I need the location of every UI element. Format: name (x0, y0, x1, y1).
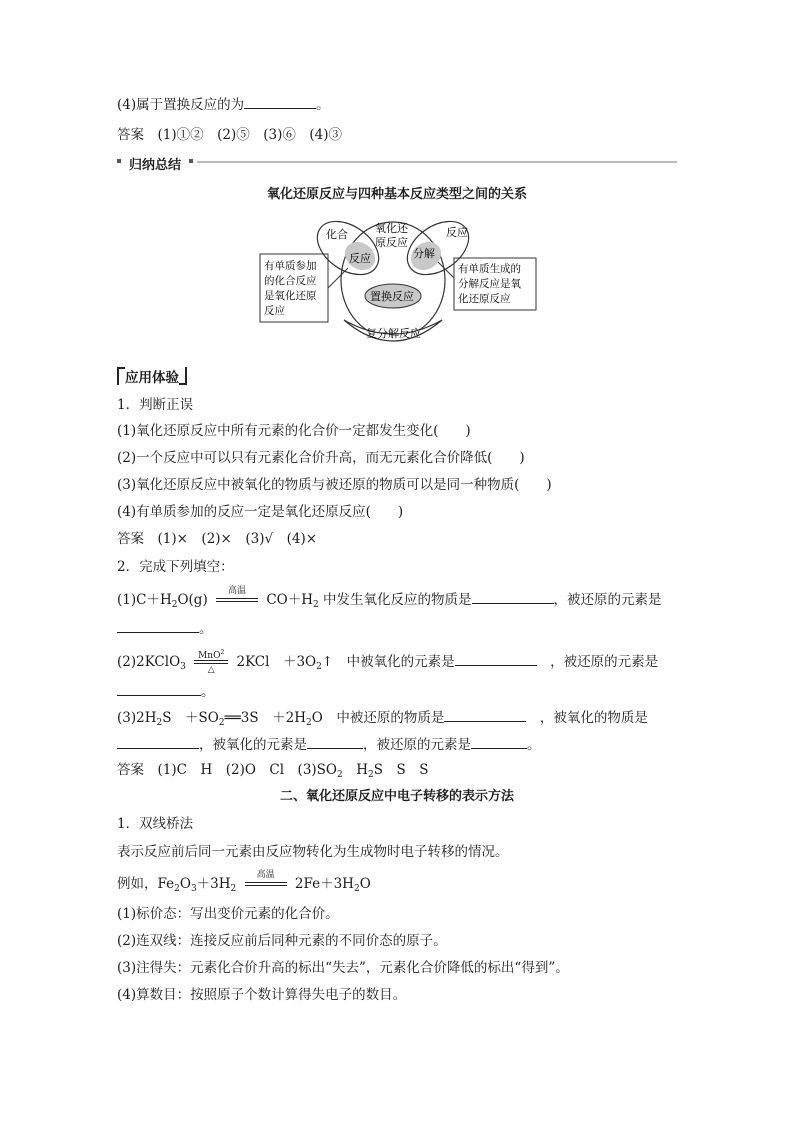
left-box-line-2: 的化合反应 (264, 275, 317, 287)
left-box-line-1: 有单质参加 (264, 260, 317, 272)
eq3-end: 。 (527, 737, 541, 753)
p1-item-1: (1)氧化还原反应中所有元素的化合价一定都发生变化( ) (117, 423, 471, 439)
left-box-line-3: 是氧化还原 (264, 290, 317, 302)
part2-step-3: (3)注得失：元素化合价升高的标出“失去”，元素化合价降低的标出“得到”。 (117, 960, 569, 976)
bullet-square-icon (189, 159, 193, 163)
example-text: ＋3H (196, 876, 231, 892)
example-sub: 2 (230, 884, 237, 894)
example-sub: 2 (174, 884, 180, 894)
label-double-decomposition: 复分解反应 (366, 327, 421, 340)
answer-blank (244, 94, 316, 109)
example-text: O (179, 876, 191, 892)
answer-line-1 (117, 126, 342, 144)
left-box-line-4: 反应 (264, 305, 285, 317)
part2-step-2: (2)连双线：连接反应前后同种元素的不同价态的原子。 (117, 933, 447, 949)
eq1-text: CO＋H (266, 592, 313, 608)
answer-label: 答案 (117, 531, 144, 547)
part2-description: 表示反应前后同一元素由反应物转化为生成物时电子转移的情况。 (117, 844, 509, 860)
label-redox-2: 原反应 (375, 236, 408, 249)
example-text: O (359, 876, 371, 892)
eq1-text: 中发生氧化反应的物质是 (323, 592, 472, 608)
question-4-text: (4)属于置换反应的为 (117, 97, 245, 113)
reaction-condition-arrow (216, 586, 258, 608)
answer-blank (117, 618, 199, 633)
bullet-square-icon (117, 159, 121, 163)
p2-answer-text: H (342, 762, 369, 778)
left-bracket (117, 367, 125, 385)
eq3-text: ，被还原的元素是 (363, 737, 471, 753)
answer-blank (117, 681, 201, 696)
p2-answer-text: (1)C H (2)O Cl (3)SO (157, 762, 338, 778)
part2-heading-1: 1．双线桥法 (117, 816, 194, 832)
eq2-text: ，被还原的元素是 (550, 654, 659, 670)
eq2-text: 2KCl ＋3O (236, 654, 317, 670)
p2-eq2-line1 (117, 651, 658, 676)
part2-step-1: (1)标价态：写出变价元素的化合价。 (117, 906, 339, 922)
condition-label: 高温 (228, 586, 247, 596)
eq3-text: ══3S ＋2H (224, 710, 307, 726)
section-title: 归纳总结 (129, 158, 182, 173)
eq3-text: ，被氧化的元素是 (199, 737, 307, 753)
eq2-sub: 2 (316, 662, 322, 672)
eq3-text: (3)2H (117, 710, 157, 726)
p2-heading: 2．完成下列填空： (117, 559, 234, 575)
example-sub: 3 (190, 884, 197, 894)
right-box-line-3: 化还原反应 (458, 293, 511, 305)
right-box-line-2: 分解反应是氧 (458, 278, 521, 290)
p2-answer-text: S S S (373, 762, 429, 778)
p2-answer-sub: 2 (337, 770, 343, 780)
eq3-text: S ＋SO (162, 710, 219, 726)
example-sub: 2 (353, 884, 360, 894)
eq3-sub: 2 (306, 718, 312, 728)
question-4-end: 。 (316, 97, 330, 113)
eq1-end: 。 (199, 621, 213, 637)
right-box-line-1: 有单质生成的 (458, 263, 521, 275)
eq2-text: ↑ 中被氧化的元素是 (321, 654, 455, 670)
answer-label: 答案 (117, 762, 144, 778)
apply-title-text: 应用体验 (125, 370, 179, 386)
apply-section-title (117, 366, 187, 386)
label-combination: 化合 (326, 228, 348, 241)
eq3-text: ，被氧化的物质是 (539, 710, 648, 726)
answer-blank (117, 734, 199, 749)
eq1-sub: 2 (171, 600, 178, 610)
eq2-sub: 3 (180, 662, 186, 672)
question-4 (117, 94, 330, 114)
answer-blank (455, 651, 537, 666)
summary-section-header (117, 154, 677, 173)
answer-label: 答案 (117, 127, 144, 143)
p2-eq3-line1 (117, 707, 648, 732)
eq1-text: O(g) (177, 592, 208, 608)
answer-blank (472, 589, 554, 604)
example-text: 例如，Fe (117, 876, 175, 892)
condition-label: MnO$^2$ (198, 649, 225, 661)
example-text: 2Fe＋3H (294, 876, 354, 892)
p1-item-4: (4)有单质参加的反应一定是氧化还原反应( ) (117, 504, 404, 520)
label-reaction-in-combo: 反应 (349, 252, 371, 265)
p1-item-3: (3)氧化还原反应中被氧化的物质与被还原的物质可以是同一种物质( ) (117, 477, 552, 493)
eq3-text: O 中被还原的物质是 (311, 710, 445, 726)
part2-example (117, 870, 371, 898)
p1-answer (117, 530, 317, 548)
answer-text: (1)①② (2)⑤ (3)⑥ (4)③ (157, 127, 342, 143)
p1-heading: 1．判断正误 (117, 397, 194, 413)
p2-eq1-line1 (117, 586, 662, 614)
label-redox-1: 氧化还 (375, 222, 408, 235)
p1-answer-text: (1)× (2)× (3)√ (4)× (157, 531, 318, 547)
right-bracket (179, 367, 187, 385)
answer-blank (444, 707, 526, 722)
label-decomposition-top: 反应 (446, 226, 468, 239)
reaction-condition-arrow (194, 649, 228, 675)
diagram-title: 氧化还原反应与四种基本反应类型之间的关系 (266, 187, 527, 202)
p2-eq3-line2 (117, 734, 541, 754)
reaction-relationship-diagram (256, 212, 546, 362)
p2-answer-sub: 2 (368, 770, 374, 780)
label-substitution: 置换反应 (370, 290, 414, 303)
eq1-sub: 2 (312, 600, 319, 610)
part2-step-4: (4)算数目：按照原子个数计算得失电子的数目。 (117, 987, 407, 1003)
eq3-sub: 2 (218, 718, 225, 728)
condition-label: 高温 (256, 870, 275, 880)
reaction-condition-arrow (245, 870, 287, 892)
eq3-sub: 2 (156, 718, 163, 728)
eq2-text: (2)2KClO (117, 654, 181, 670)
eq1-text: (1)C＋H (117, 592, 172, 608)
eq2-end: 。 (201, 684, 215, 700)
part2-title: 二、氧化还原反应中电子转移的表示方法 (279, 789, 514, 804)
divider (197, 161, 677, 163)
label-decomposition: 分解 (413, 247, 435, 260)
p2-eq1-line2 (117, 618, 213, 638)
p2-answer (117, 761, 429, 784)
answer-blank (471, 734, 527, 749)
condition-label: △ (207, 665, 215, 675)
eq1-text: ，被还原的元素是 (553, 592, 662, 608)
answer-blank (307, 734, 363, 749)
p1-item-2: (2)一个反应中可以只有元素化合价升高，而无元素化合价降低( ) (117, 450, 525, 466)
p2-eq2-line2 (117, 681, 215, 701)
